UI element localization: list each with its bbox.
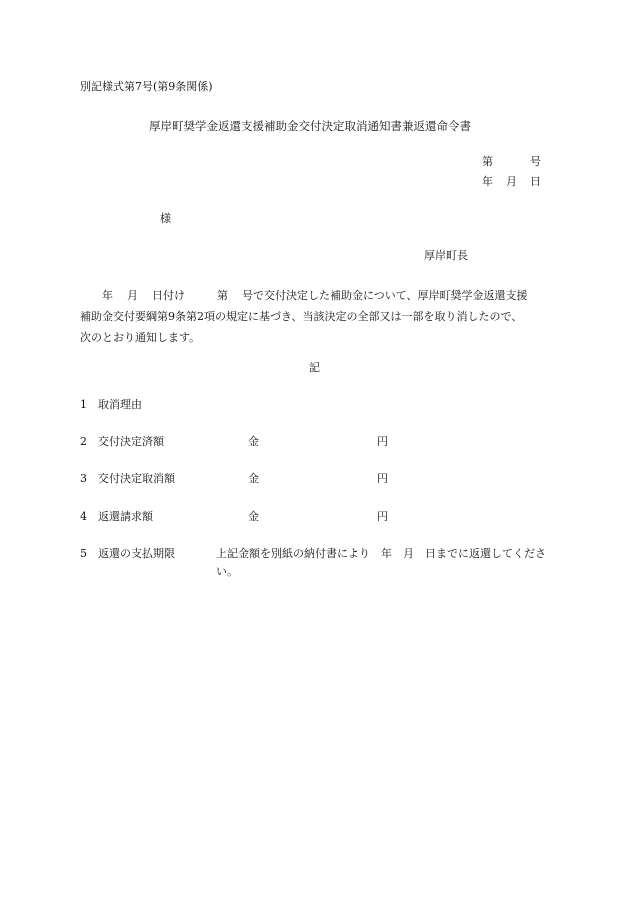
body-line-2: 補助金交付要綱第9条第2項の規定に基づき、当該決定の全部又は一部を取り消したので、 [80, 310, 523, 323]
number-gou: 号 [530, 155, 541, 168]
item-yen: 円 [377, 472, 388, 485]
item-kin: 金 [248, 472, 259, 485]
addressee: 様 [160, 212, 171, 225]
item-label: 取消理由 [98, 398, 142, 411]
item-kin: 金 [248, 510, 259, 523]
item-label: 返還請求額 [98, 510, 153, 523]
item-label: 交付決定取消額 [98, 472, 175, 485]
body-paragraph [80, 285, 558, 348]
body-month: 月 [127, 289, 138, 302]
date-day: 日 [530, 175, 541, 188]
item-number: 2 [80, 435, 87, 448]
form-reference: 別記様式第7号(第9条関係) [80, 80, 213, 93]
item-number: 3 [80, 472, 87, 485]
item-text: 上記金額を別紙の納付書により 年 月 日までに返還してください。 [216, 547, 546, 578]
document-title: 厚岸町奨学金返還支援補助金交付決定取消通知書兼返還命令書 [149, 119, 471, 133]
date-year: 年 [482, 175, 493, 188]
item-label: 交付決定済額 [98, 435, 164, 448]
sender: 厚岸町長 [424, 249, 468, 262]
item-number: 1 [80, 398, 87, 411]
item-label: 返還の支払期限 [98, 547, 175, 560]
item-kin: 金 [248, 435, 259, 448]
item-number: 4 [80, 510, 87, 523]
ki-heading: 記 [309, 361, 320, 374]
body-line-3: 次のとおり通知します。 [80, 331, 201, 344]
body-dai: 第 [217, 289, 228, 302]
body-date: 日付け [152, 289, 185, 302]
body-year: 年 [102, 289, 113, 302]
number-dai: 第 [482, 155, 493, 168]
date-month: 月 [506, 175, 517, 188]
item-number: 5 [80, 547, 87, 560]
item-yen: 円 [377, 510, 388, 523]
body-line-1-rest: 号で交付決定した補助金について、厚岸町奨学金返還支援 [242, 289, 528, 302]
body-line-1 [80, 285, 558, 306]
item-yen: 円 [377, 435, 388, 448]
